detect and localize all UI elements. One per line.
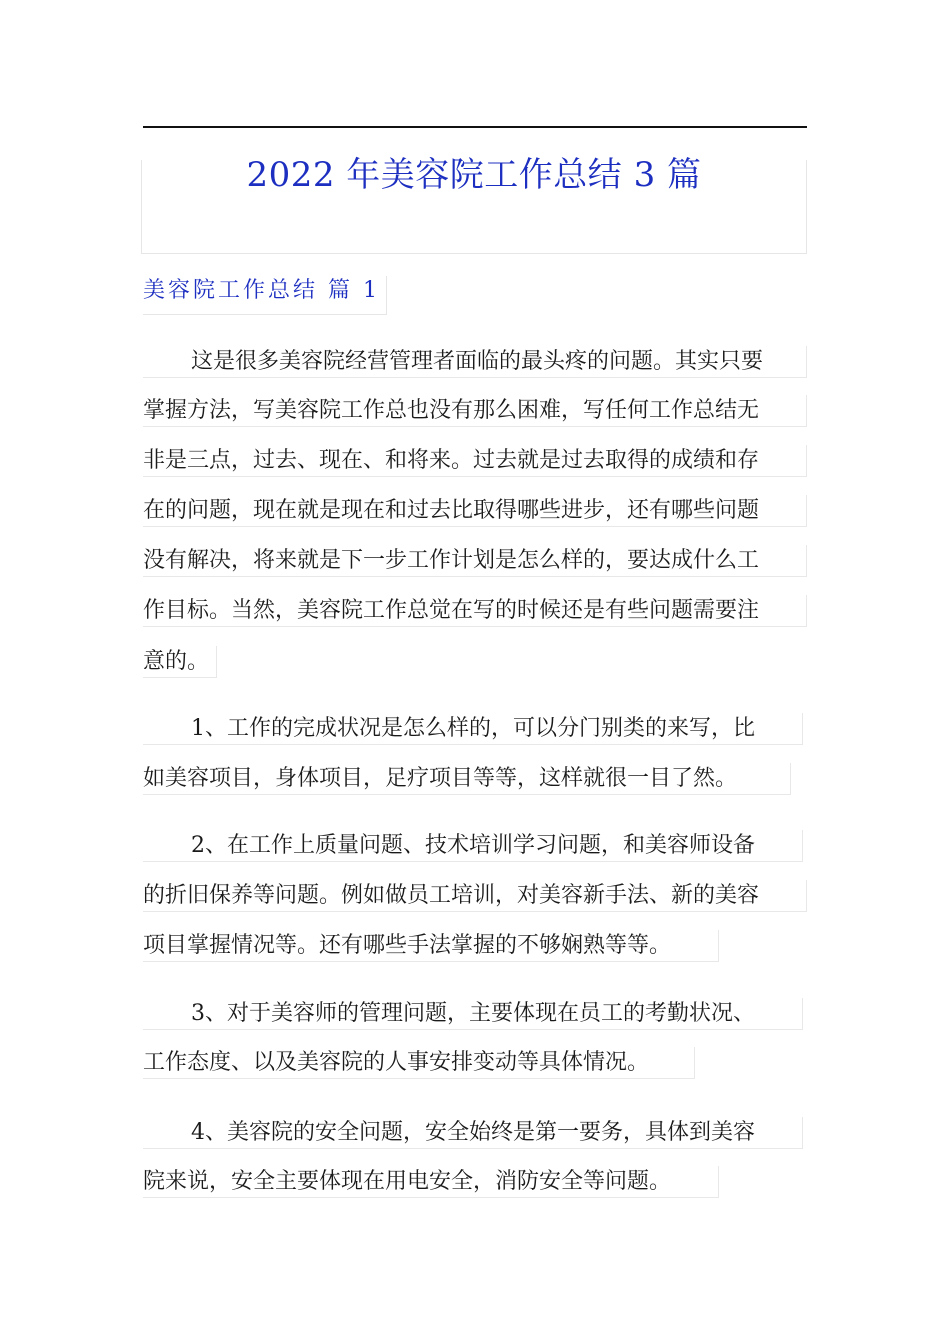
paragraph-line: 2、在工作上质量问题、技术培训学习问题，和美容师设备	[143, 830, 803, 862]
document-title: 2022 年美容院工作总结 3 篇	[246, 155, 702, 195]
paragraph-line: 1、工作的完成状况是怎么样的，可以分门别类的来写，比	[143, 713, 803, 745]
paragraph-line: 在的问题，现在就是现在和过去比取得哪些进步，还有哪些问题	[143, 495, 807, 527]
section-heading-1: 美容院工作总结 篇 1	[143, 276, 387, 315]
paragraph-line: 4、美容院的安全问题，安全始终是第一要务，具体到美容	[143, 1117, 803, 1149]
title-block	[141, 155, 807, 254]
paragraph-line: 项目掌握情况等。还有哪些手法掌握的不够娴熟等等。	[143, 930, 719, 962]
paragraph-line: 意的。	[143, 646, 217, 678]
paragraph-line: 非是三点，过去、现在、和将来。过去就是过去取得的成绩和存	[143, 445, 807, 477]
paragraph-line: 3、对于美容师的管理问题，主要体现在员工的考勤状况、	[143, 998, 803, 1030]
paragraph-line: 没有解决，将来就是下一步工作计划是怎么样的，要达成什么工	[143, 545, 807, 577]
paragraph-line: 的折旧保养等问题。例如做员工培训，对美容新手法、新的美容	[143, 880, 807, 912]
paragraph-line: 这是很多美容院经营管理者面临的最头疼的问题。其实只要	[143, 346, 807, 378]
paragraph-line: 院来说，安全主要体现在用电安全，消防安全等问题。	[143, 1166, 719, 1198]
paragraph-line: 掌握方法，写美容院工作总也没有那么困难，写任何工作总结无	[143, 395, 807, 427]
paragraph-line: 如美容项目，身体项目，足疗项目等等，这样就很一目了然。	[143, 763, 791, 795]
top-horizontal-rule	[143, 126, 807, 128]
paragraph-line: 工作态度、以及美容院的人事安排变动等具体情况。	[143, 1047, 695, 1079]
paragraph-line: 作目标。当然，美容院工作总觉在写的时候还是有些问题需要注	[143, 595, 807, 627]
